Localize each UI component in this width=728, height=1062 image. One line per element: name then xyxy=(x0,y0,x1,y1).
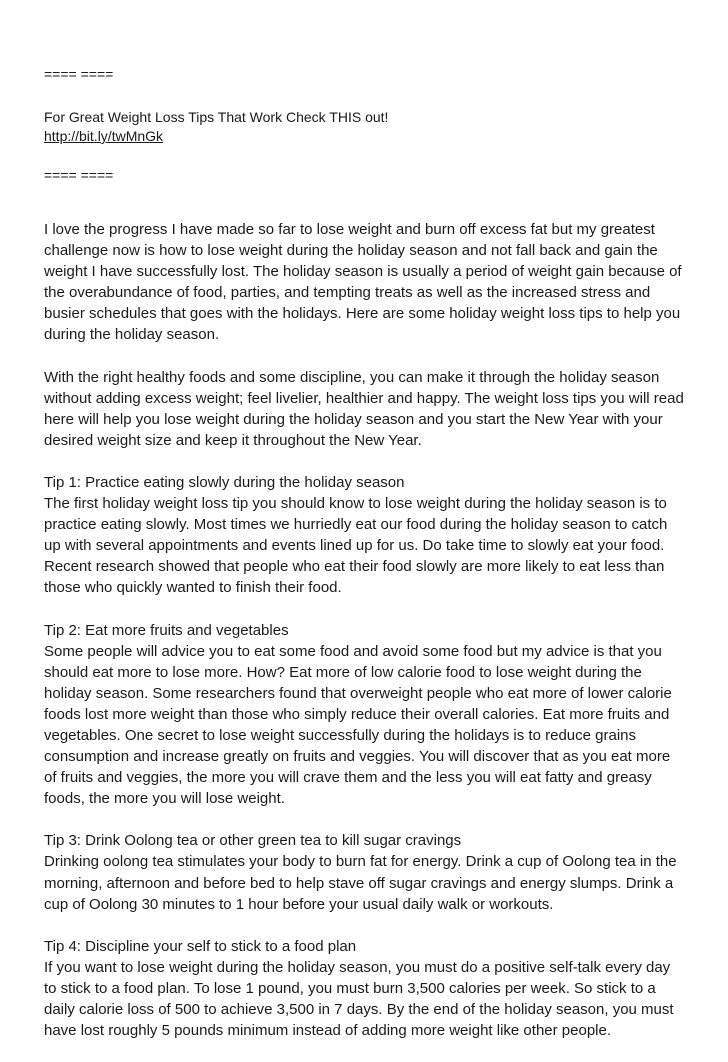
tip-heading: Tip 2: Eat more fruits and vegetables xyxy=(44,621,289,639)
promo-text: For Great Weight Loss Tips That Work Check THIS out! xyxy=(44,109,389,125)
separator-top: ==== ==== xyxy=(44,66,114,82)
tip-body: Some people will advice you to eat some food and avoid some food but my advice is that you should eat more to lose more. How? Eat more of low calorie food to lose weight during the holiday season. Some researchers found that overweight people who eat more of lower calorie foods lost more weight than those who simply reduce their overall calories. Eat more fruits and vegetables. One secret to lose weight successfully during the holidays is to reduce grains consumption and increase greatly on fruits and veggies. You will discover that as you eat more of fruits and veggies, the more you will crave them and the less you will eat fatty and greasy foods, the more you will lose weight. xyxy=(44,642,672,808)
header-block xyxy=(44,65,684,185)
tip-section xyxy=(44,936,686,1041)
intro-paragraph: With the right healthy foods and some discipline, you can make it through the holiday season without adding excess weight; feel livelier, healthier and happy. The weight loss tips you will read here will help you lose weight during the holiday season and you start the New Year with your desired weight size and keep it throughout the New Year. xyxy=(44,368,684,449)
separator-bottom: ==== ==== xyxy=(44,167,114,183)
tip-section xyxy=(44,620,686,810)
tip-body: Drinking oolong tea stimulates your body to burn fat for energy. Drink a cup of Oolong tea in the morning, afternoon and before bed to help stave off sugar cravings and energy slumps. Drink a cup of Oolong 30 minutes to 1 hour before your usual daily walk or workouts. xyxy=(44,853,677,913)
tip-section xyxy=(44,472,686,599)
tip-heading: Tip 4: Discipline your self to stick to a food plan xyxy=(44,937,357,955)
tip-body: The first holiday weight loss tip you should know to lose weight during the holiday season is to practice eating slowly. Most times we hurriedly eat our food during the holiday season to catch up with several appointments and events lined up for us. Do take time to slowly eat your food. Recent research showed that people who eat their food slowly are more likely to eat less than those who quickly wanted to finish their food. xyxy=(44,495,668,597)
tip-heading: Tip 3: Drink Oolong tea or other green tea to kill sugar cravings xyxy=(44,832,462,850)
tip-section xyxy=(44,830,686,914)
tip-heading: Tip 1: Practice eating slowly during the holiday season xyxy=(44,473,405,491)
article-body xyxy=(44,219,686,1062)
intro-paragraph: I love the progress I have made so far to lose weight and burn off excess fat but my greatest challenge now is how to lose weight during the holiday season and not fall back and gain the weight I have successfully lost. The holiday season is usually a period of weight gain because of the overabundance of food, parties, and tempting treats as well as the increased stress and busier schedules that goes with the holidays. Here are some holiday weight loss tips to help you during the holiday season. xyxy=(44,221,682,344)
tip-body: If you want to lose weight during the holiday season, you must do a positive self-talk every day to stick to a food plan. To lose 1 pound, you must burn 3,500 calories per week. So stick to a daily calorie loss of 500 to achieve 3,500 in 7 days. By the end of the holiday season, you must have lost roughly 5 pounds minimum instead of adding more weight like other people. xyxy=(44,958,674,1040)
promo-link[interactable]: http://bit.ly/twMnGk xyxy=(44,128,164,144)
